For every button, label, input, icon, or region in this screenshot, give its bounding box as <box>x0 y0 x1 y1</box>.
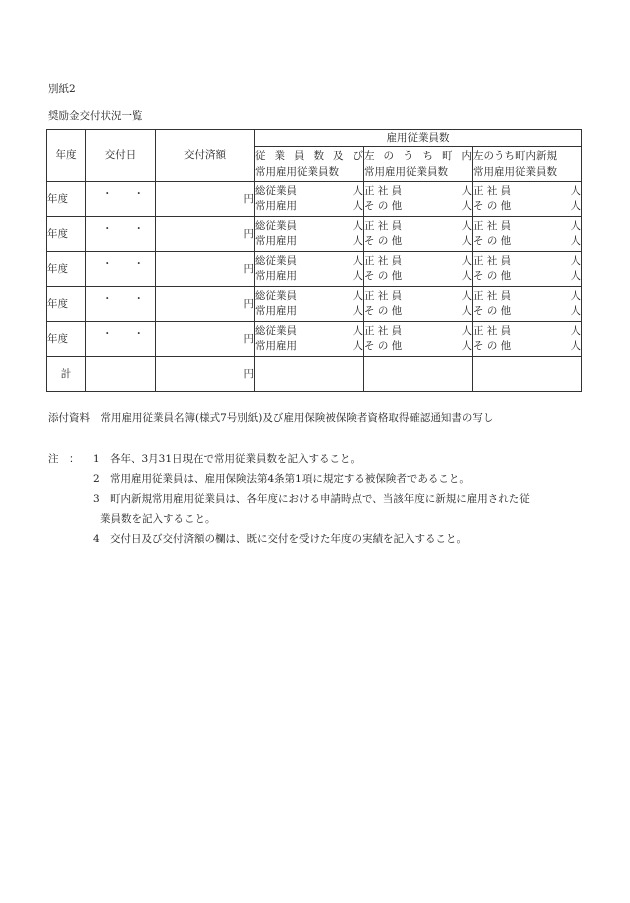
header-date: 交付日 <box>86 130 156 182</box>
amount-cell: 円 <box>156 217 255 252</box>
note-number: 4 <box>93 533 100 545</box>
note-item-continuation <box>48 509 593 529</box>
new-town-employees-cell: 正 社 員 人 そ の 他 人 <box>473 322 582 357</box>
attachment-note: 添付資料 常用雇用従業員名簿(様式7号別紙)及び雇用保険被保険者資格取得確認通知書の写し <box>48 412 494 424</box>
town-employees-cell: 正 社 員 人 そ の 他 人 <box>364 322 473 357</box>
header-year: 年度 <box>47 130 86 182</box>
table-row <box>47 217 582 252</box>
table-row <box>47 252 582 287</box>
new-town-employees-cell: 正 社 員 人 そ の 他 人 <box>473 252 582 287</box>
table-row <box>47 322 582 357</box>
table-row <box>47 182 582 217</box>
new-town-employees-cell: 正 社 員 人 そ の 他 人 <box>473 287 582 322</box>
town-employees-cell: 正 社 員 人 そ の 他 人 <box>364 182 473 217</box>
employees-cell: 総従業員 人 常用雇用 人 <box>255 217 364 252</box>
note-number: 2 <box>93 473 100 485</box>
total-amount-cell: 円 <box>156 357 255 392</box>
note-item <box>48 469 593 489</box>
note-text-continuation: 業員数を記入すること。 <box>100 513 216 525</box>
total-row <box>47 357 582 392</box>
employees-cell: 総従業員 人 常用雇用 人 <box>255 252 364 287</box>
note-number: 1 <box>93 453 100 465</box>
header-employees: 雇用従業員数 <box>255 130 582 147</box>
document-title: 奨励金交付状況一覧 <box>48 110 143 122</box>
new-town-employees-cell: 正 社 員 人 そ の 他 人 <box>473 182 582 217</box>
date-cell: ・ ・ <box>86 217 156 252</box>
subheader-town-employees: 左 の う ち 町 内 常用雇用従業員数 <box>364 147 473 182</box>
grant-status-table <box>46 129 582 392</box>
note-item <box>48 489 593 509</box>
employees-cell: 総従業員 人 常用雇用 人 <box>255 287 364 322</box>
amount-cell: 円 <box>156 322 255 357</box>
town-employees-cell: 正 社 員 人 そ の 他 人 <box>364 287 473 322</box>
amount-cell: 円 <box>156 287 255 322</box>
note-number: 3 <box>93 493 100 505</box>
year-cell: 年度 <box>47 182 86 217</box>
year-cell: 年度 <box>47 287 86 322</box>
document-label: 別紙2 <box>48 83 76 95</box>
employees-cell: 総従業員 人 常用雇用 人 <box>255 182 364 217</box>
note-text: 各年、3月31日現在で常用従業員数を記入すること。 <box>110 453 362 465</box>
year-cell: 年度 <box>47 252 86 287</box>
subheader-total-employees: 従 業 員 数 及 び 常用雇用従業員数 <box>255 147 364 182</box>
total-town-employees-cell <box>364 357 473 392</box>
total-date-cell <box>86 357 156 392</box>
employees-cell: 総従業員 人 常用雇用 人 <box>255 322 364 357</box>
note-text: 交付日及び交付済額の欄は、既に交付を受けた年度の実績を記入すること。 <box>110 533 467 545</box>
table-row <box>47 287 582 322</box>
header-amount: 交付済額 <box>156 130 255 182</box>
notes-section <box>48 449 593 549</box>
date-cell: ・ ・ <box>86 252 156 287</box>
new-town-employees-cell: 正 社 員 人 そ の 他 人 <box>473 217 582 252</box>
note-text: 町内新規常用雇用従業員は、各年度における申請時点で、当該年度に新規に雇用された従 <box>110 493 530 505</box>
date-cell: ・ ・ <box>86 322 156 357</box>
note-item <box>48 449 593 469</box>
year-cell: 年度 <box>47 217 86 252</box>
notes-heading: 注 ： <box>48 453 80 465</box>
total-employees-cell <box>255 357 364 392</box>
total-new-town-employees-cell <box>473 357 582 392</box>
amount-cell: 円 <box>156 252 255 287</box>
date-cell: ・ ・ <box>86 287 156 322</box>
note-text: 常用雇用従業員は、雇用保険法第4条第1項に規定する被保険者であること。 <box>110 473 470 485</box>
total-label: 計 <box>47 357 86 392</box>
town-employees-cell: 正 社 員 人 そ の 他 人 <box>364 252 473 287</box>
town-employees-cell: 正 社 員 人 そ の 他 人 <box>364 217 473 252</box>
date-cell: ・ ・ <box>86 182 156 217</box>
note-item <box>48 529 593 549</box>
year-cell: 年度 <box>47 322 86 357</box>
amount-cell: 円 <box>156 182 255 217</box>
subheader-new-town-employees: 左のうち町内新規 常用雇用従業員数 <box>473 147 582 182</box>
